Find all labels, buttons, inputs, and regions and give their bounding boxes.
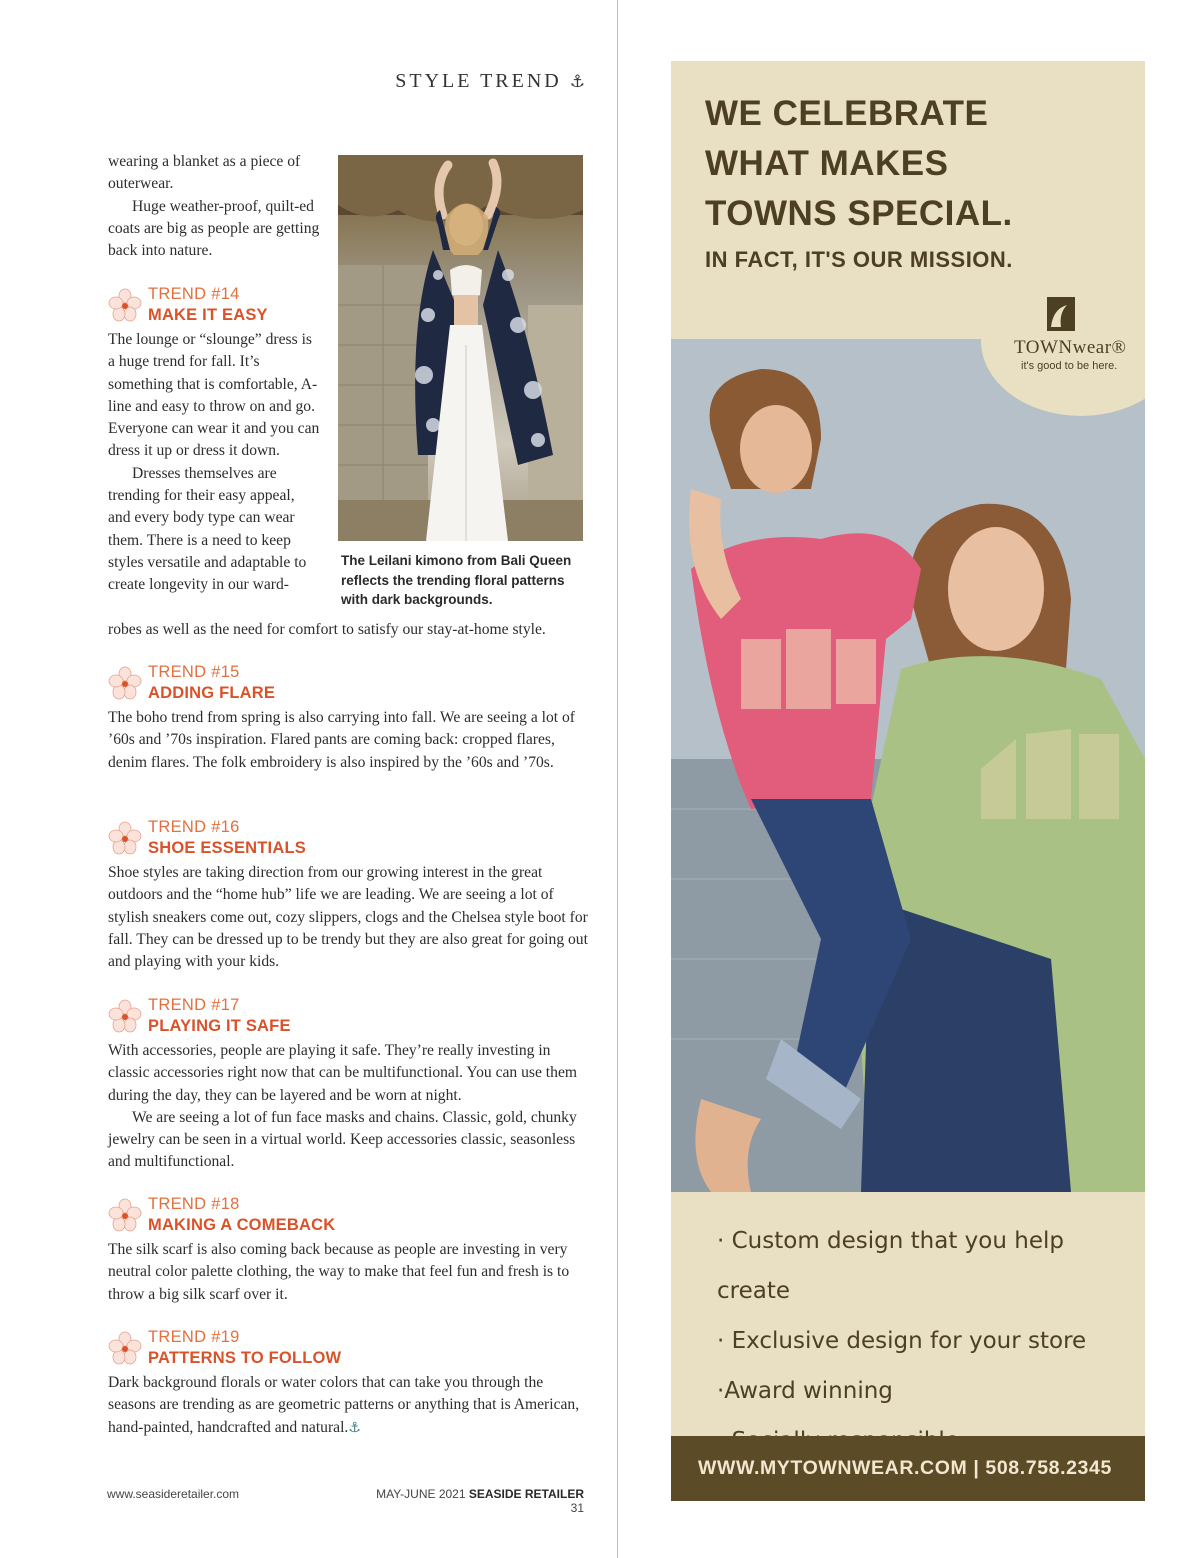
trend-paragraph: The boho trend from spring is also carrying into fall. We are seeing a lot of ’60s and ’70s inspiration. Flared pants are coming back: cropped flares, denim flares. The folk embroidery is also inspired by the ’60s and ’70s. xyxy=(108,709,576,771)
trend-title: ADDING FLARE xyxy=(148,684,276,702)
trend-number: TREND #15 xyxy=(148,663,240,681)
footer-issue: MAY-JUNE 2021 xyxy=(376,1487,466,1501)
trend-number: TREND #16 xyxy=(148,818,240,836)
section-label-text: STYLE TREND xyxy=(395,70,562,92)
trend-paragraph: Shoe styles are taking direction from our growing interest in the great outdoors and the “home hub” life we are leading. We are seeing a lot of stylish sneakers come out, cozy slippers, clogs and the Chelsea style boot for fall. They can be dressed up to be trendy but they are also great for going out and playing with your kids. xyxy=(108,864,588,971)
ad-headline-line: WHAT MAKES xyxy=(705,144,949,183)
trend-title: MAKE IT EASY xyxy=(148,306,268,324)
logo-tagline: it's good to be here. xyxy=(1021,360,1118,372)
trend-body xyxy=(108,1040,588,1174)
trend-number: TREND #14 xyxy=(148,285,240,303)
ad-feature-list xyxy=(717,1216,1137,1466)
intro-column xyxy=(108,151,320,262)
section-label xyxy=(360,70,585,93)
ad-subheadline: IN FACT, IT'S OUR MISSION. xyxy=(705,247,1013,272)
ad-feature-item: · Custom design that you help create xyxy=(717,1228,1064,1304)
trend-body xyxy=(108,862,588,973)
townwear-logo-wordmark: TOWNwear® xyxy=(1014,337,1127,358)
trend-body xyxy=(108,1372,588,1439)
anchor-icon: ⚓ xyxy=(569,72,585,92)
ad-contact-bar: WWW.MYTOWNWEAR.COM | 508.758.2345 xyxy=(671,1436,1145,1501)
townwear-advertisement xyxy=(671,61,1145,1501)
trend-heading xyxy=(108,1194,588,1238)
hibiscus-flower-icon xyxy=(108,666,142,700)
trend-paragraph-continued: robes as well as the need for comfort to satisfy our stay-at-home style. xyxy=(108,621,546,638)
trend-19 xyxy=(108,1327,588,1439)
trend-heading xyxy=(108,817,588,861)
trend-paragraph: With accessories, people are playing it safe. They’re really investing in classic accessories right now that can be multifunctional. You can use them during the day, they can be layered and be worn at night. xyxy=(108,1042,577,1104)
footer-website: www.seasideretailer.com xyxy=(107,1487,240,1501)
footer-issue-info xyxy=(362,1487,584,1515)
trend-body xyxy=(108,1239,588,1306)
trend-paragraph: We are seeing a lot of fun face masks and chains. Classic, gold, chunky jewelry can be seen in a virtual world. Keep accessories classic, seasonless and multifunctional. xyxy=(108,1108,577,1171)
end-anchor-icon: ⚓ xyxy=(348,1419,361,1436)
townwear-logo-icon xyxy=(1047,297,1075,331)
page-gutter-divider xyxy=(617,0,618,1558)
trend-paragraph: The silk scarf is also coming back because as people are investing in very neutral color palette clothing, the way to make that feel fun and fresh is to throw a big silk scarf over it. xyxy=(108,1241,570,1303)
trend-heading xyxy=(108,662,588,706)
trend-title: MAKING A COMEBACK xyxy=(148,1216,336,1234)
trend-paragraph: Dresses themselves are trending for their easy appeal, and every body type can wear them. There is a need to keep styles versatile and adaptable to create longevity in our ward- xyxy=(108,464,307,594)
ad-headline-line: TOWNS SPECIAL. xyxy=(705,194,1013,233)
footer-publication: SEASIDE RETAILER xyxy=(468,1487,584,1501)
hibiscus-flower-icon xyxy=(108,288,142,322)
trend-17 xyxy=(108,995,588,1174)
trend-title: PATTERNS TO FOLLOW xyxy=(148,1349,342,1367)
trend-18 xyxy=(108,1194,588,1306)
trend-heading xyxy=(108,995,588,1039)
trend-body xyxy=(108,707,588,774)
ad-headline-line: WE CELEBRATE xyxy=(705,94,989,133)
trend-body xyxy=(108,329,320,597)
intro-paragraph-2: Huge weather-proof, quilt-ed coats are big as people are getting back into nature. xyxy=(108,197,320,260)
trend-title: PLAYING IT SAFE xyxy=(148,1017,291,1035)
hibiscus-flower-icon xyxy=(108,821,142,855)
trend-14-continued xyxy=(108,619,588,641)
footer-page-number: 31 xyxy=(570,1501,584,1515)
kimono-model-photo xyxy=(338,155,583,541)
photo-caption: The Leilani kimono from Bali Queen reflects the trending floral patterns with dark backgrounds. xyxy=(341,553,572,607)
trend-14 xyxy=(108,284,320,597)
ad-headline xyxy=(705,89,1125,239)
trend-paragraph-text: Dark background florals or water colors that can take you through the seasons are trending as are geometric patterns or anything that is American, hand-painted, handcrafted and natural. xyxy=(108,1374,580,1436)
trend-15 xyxy=(108,662,588,774)
hibiscus-flower-icon xyxy=(108,999,142,1033)
trend-paragraph xyxy=(108,1372,588,1439)
ad-feature-item: · Exclusive design for your store xyxy=(717,1328,1087,1354)
ad-feature-item: ·Award winning xyxy=(717,1378,893,1404)
trend-heading xyxy=(108,284,320,328)
trend-number: TREND #17 xyxy=(148,996,240,1014)
trend-heading xyxy=(108,1327,588,1371)
intro-paragraph-1: wearing a blanket as a piece of outerwear. xyxy=(108,153,301,193)
trend-number: TREND #19 xyxy=(148,1328,240,1346)
hibiscus-flower-icon xyxy=(108,1331,142,1365)
trend-16 xyxy=(108,817,588,973)
mother-daughter-photo xyxy=(671,339,1145,1192)
trend-title: SHOE ESSENTIALS xyxy=(148,839,306,857)
trend-paragraph: The lounge or “slounge” dress is a huge trend for fall. It’s something that is comfortable, A-line and easy to throw on and go. Everyone can wear it and you can dress it up or dress it down. xyxy=(108,331,320,460)
hibiscus-flower-icon xyxy=(108,1198,142,1232)
trend-number: TREND #18 xyxy=(148,1195,240,1213)
